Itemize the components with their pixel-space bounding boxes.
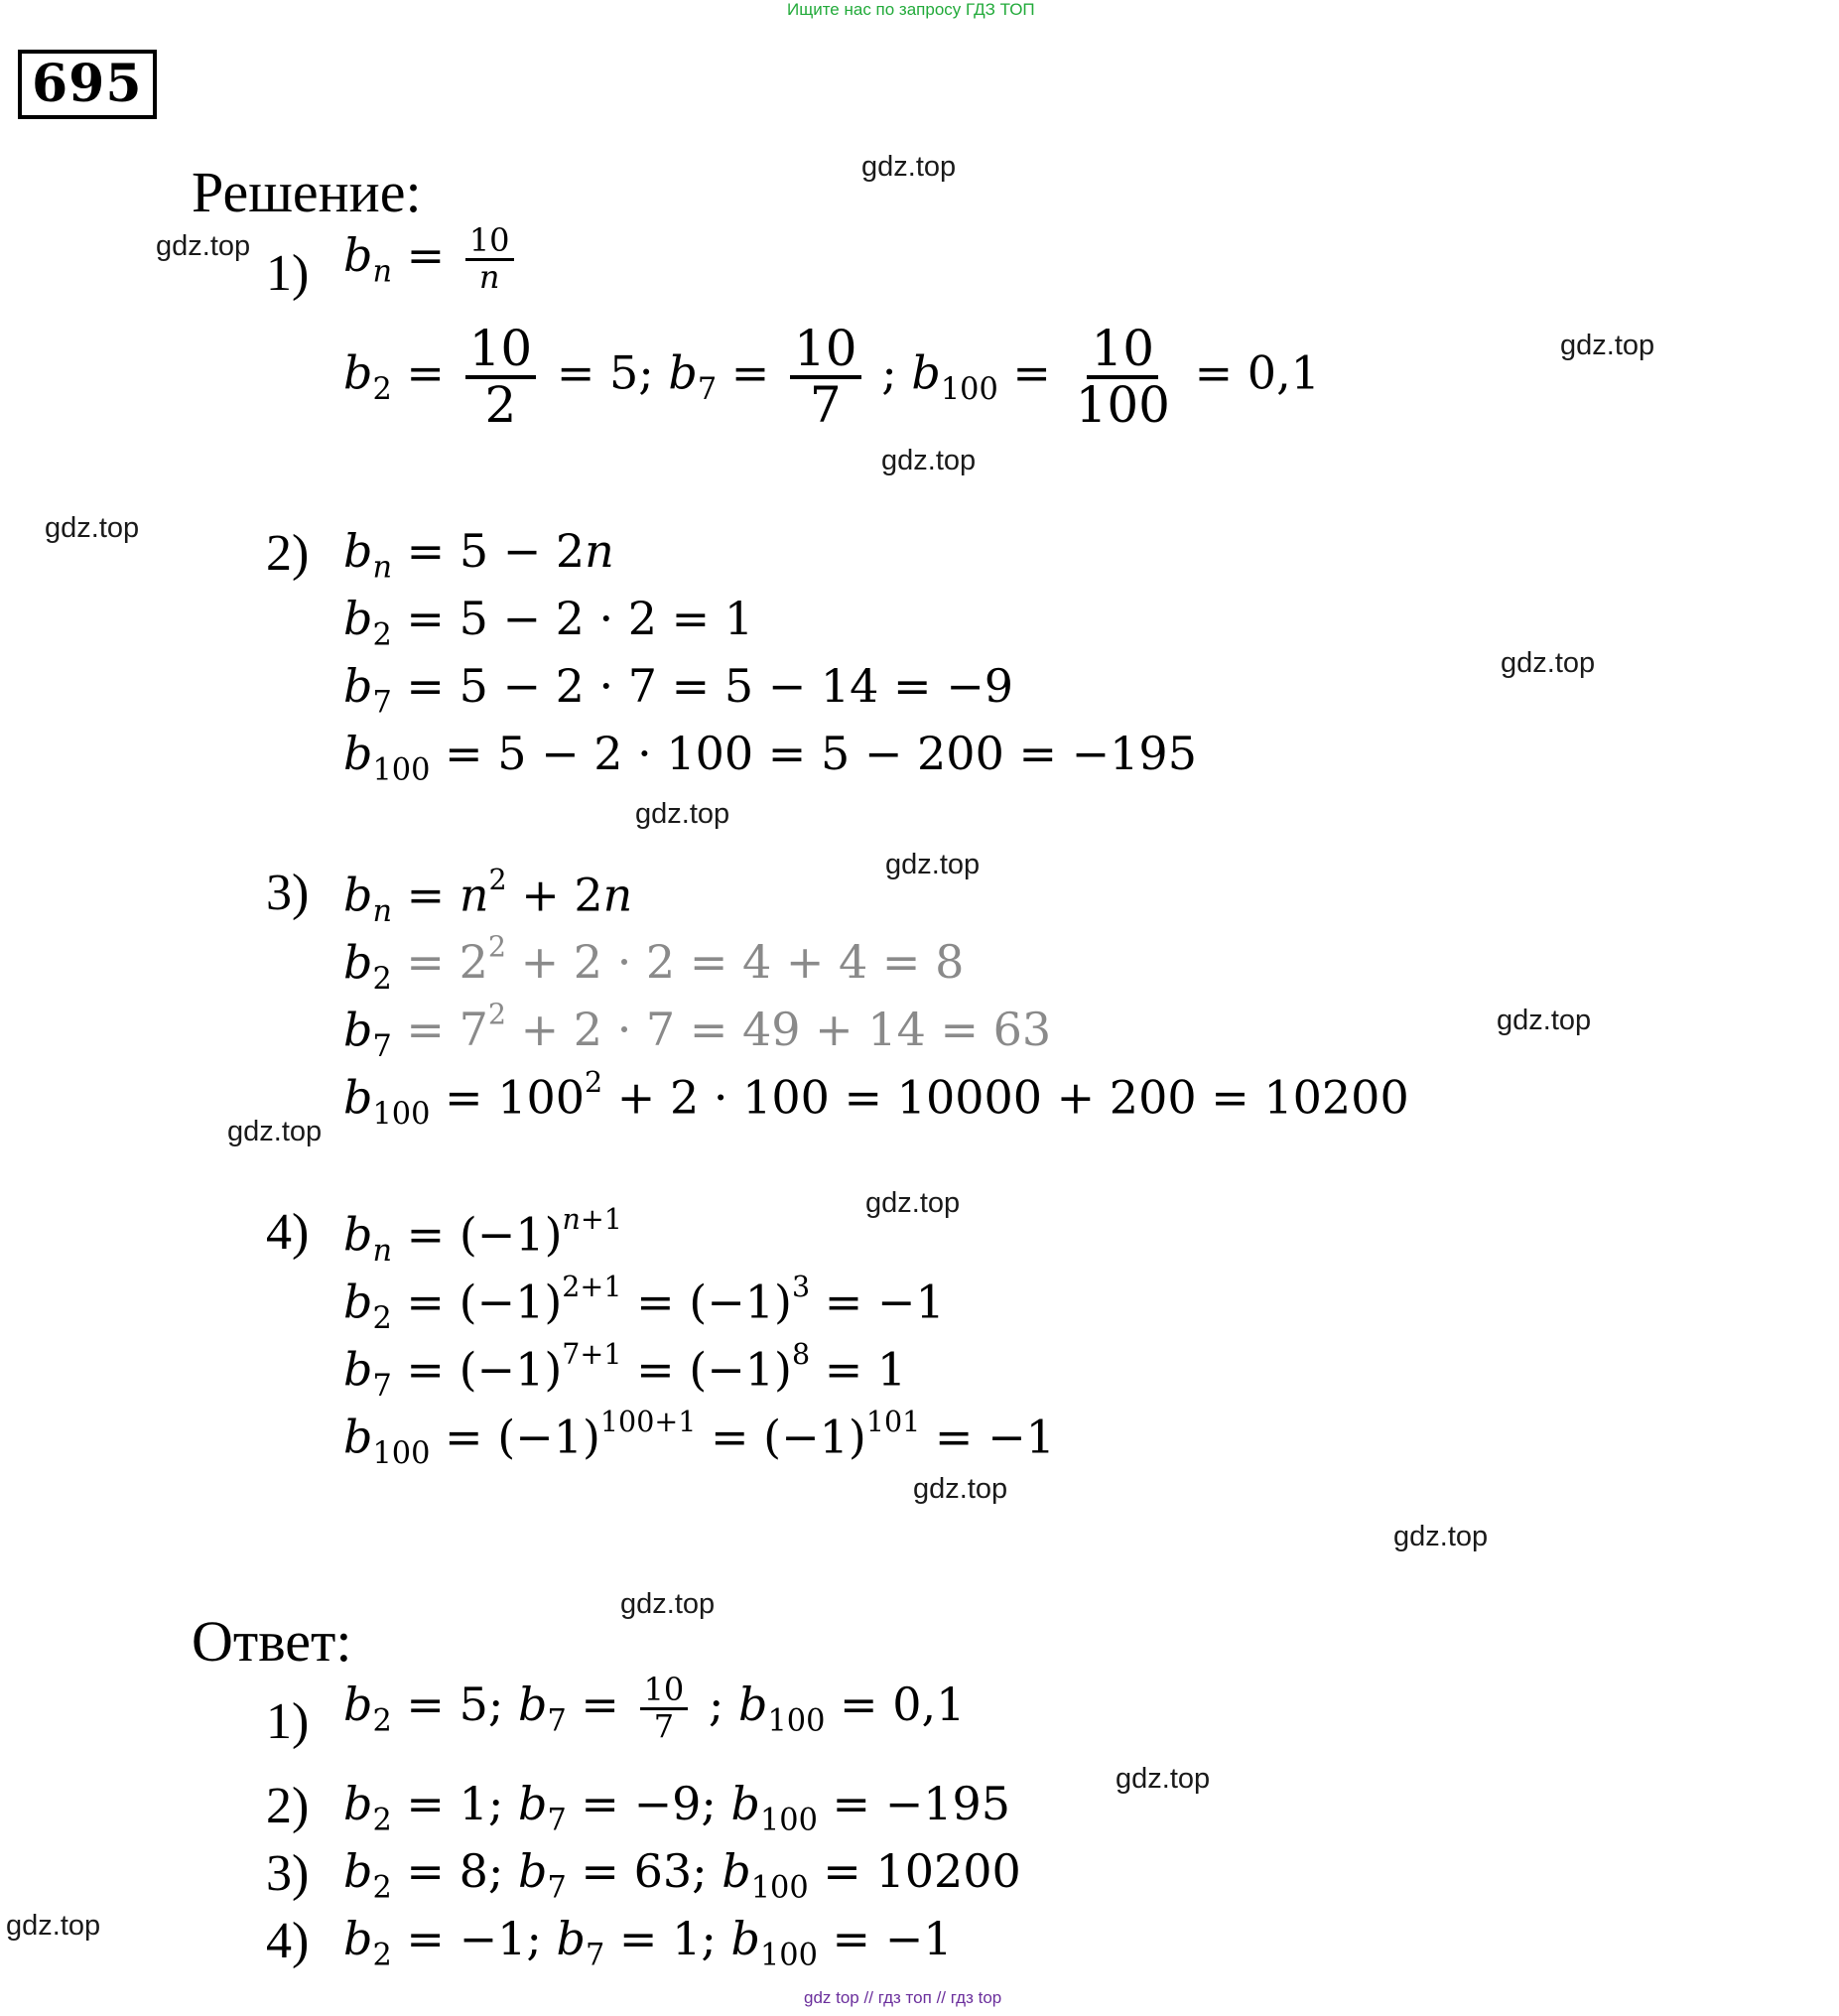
watermark: gdz.top [913, 1473, 1008, 1505]
bottom-link-gdz-top-ru[interactable]: гдз топ [877, 1988, 932, 2007]
answer-4: $b_2 = -1$; $b_7 = 1$; $b_{100} = -1$ [343, 1912, 953, 1973]
watermark: gdz.top [861, 151, 957, 183]
answer-3-label: 3) [266, 1845, 310, 1902]
answer-4-label: 4) [266, 1913, 310, 1969]
task-number: 695 [18, 50, 157, 119]
fraction-b7: $\frac{10}{7}$ [790, 323, 861, 431]
watermark: gdz.top [620, 1588, 716, 1620]
part-3-b7: $b_7 = 7^2 + 2 \cdot 7 = 49 + 14 = 63$ [343, 999, 1052, 1064]
part-4-b7: $b_7 = (-1)^{7+1} = (-1)^8 = 1$ [343, 1338, 907, 1404]
part-3-label: 3) [266, 865, 310, 921]
part-3-formula: $b_n = n^2 + 2n$ [343, 864, 633, 929]
answer-1: $b_2 = 5$; $b_7$ = $\frac{10}{7}$ ; $b_{100} = 0,1$ [343, 1671, 966, 1745]
part-3-b100: $b_{100} = 100^2 + 2 \cdot 100 = 10000 + 200 = 10200$ [343, 1066, 1409, 1132]
part-4-formula: $b_n = (-1)^{n+1}$ [343, 1203, 622, 1269]
bottom-separator: // [863, 1988, 873, 2007]
watermark: gdz.top [1393, 1521, 1489, 1552]
bottom-links [804, 1988, 1001, 2008]
watermark: gdz.top [227, 1116, 323, 1147]
fraction-10-over-n: $\frac{10}{n}$ [465, 224, 514, 294]
fraction-answer-b7: $\frac{10}{7}$ [640, 1674, 689, 1743]
watermark: gdz.top [881, 445, 977, 476]
part-1-formula: $b_n$ = $\frac{10}{n}$ [343, 224, 520, 294]
watermark: gdz.top [1116, 1763, 1211, 1795]
answer-3: $b_2 = 8$; $b_7 = 63$; $b_{100} = 10200$ [343, 1844, 1021, 1906]
part-2-b100: $b_{100} = 5 - 2 \cdot 100 = 5 - 200 = -195$ [343, 727, 1197, 788]
part-2-b7: $b_7 = 5 - 2 \cdot 7 = 5 - 14 = -9$ [343, 659, 1014, 721]
watermark: gdz.top [1497, 1005, 1592, 1036]
answer-1-label: 1) [266, 1693, 310, 1750]
answer-2: $b_2 = 1$; $b_7 = -9$; $b_{100} = -195$ [343, 1777, 1011, 1838]
watermark: gdz.top [885, 849, 981, 880]
watermark: gdz.top [6, 1910, 101, 1942]
part-2-formula: $b_n = 5 - 2n$ [343, 524, 614, 586]
part-4-b2: $b_2 = (-1)^{2+1} = (-1)^3 = -1$ [343, 1271, 945, 1336]
solution-heading: Решение: [192, 160, 422, 224]
bottom-link-gdz-top[interactable]: gdz top [804, 1988, 859, 2007]
watermark: gdz.top [156, 230, 251, 262]
watermark: gdz.top [1501, 647, 1596, 679]
part-2-b2: $b_2 = 5 - 2 \cdot 2 = 1$ [343, 592, 754, 653]
part-1-label: 1) [266, 245, 310, 302]
fraction-b2: $\frac{10}{2}$ [465, 323, 537, 431]
watermark: gdz.top [635, 798, 730, 830]
watermark: gdz.top [1560, 330, 1655, 361]
answer-2-label: 2) [266, 1778, 310, 1834]
part-2-label: 2) [266, 525, 310, 582]
fraction-b100: $\frac{10}{100}$ [1075, 320, 1170, 434]
answer-heading: Ответ: [192, 1609, 352, 1674]
bottom-link-gdz-top-mixed[interactable]: гдз top [950, 1988, 1002, 2007]
bottom-separator: // [936, 1988, 947, 2007]
part-4-b100: $b_{100} = (-1)^{100+1} = (-1)^{101} = -1$ [343, 1406, 1055, 1471]
top-search-link[interactable]: Ищите нас по запросу ГДЗ ТОП [787, 0, 1035, 19]
part-4-label: 4) [266, 1204, 310, 1261]
part-1-values: $b_2$ = $\frac{10}{2}$ = 5; $b_7$ = $\frac{10}{7}$ ; $b_{100}$ = $\frac{10}{100}$ = 0,1 [343, 320, 1320, 434]
watermark: gdz.top [865, 1187, 961, 1219]
watermark: gdz.top [45, 512, 140, 544]
part-3-b2: $b_2 = 2^2 + 2 \cdot 2 = 4 + 4 = 8$ [343, 931, 965, 997]
